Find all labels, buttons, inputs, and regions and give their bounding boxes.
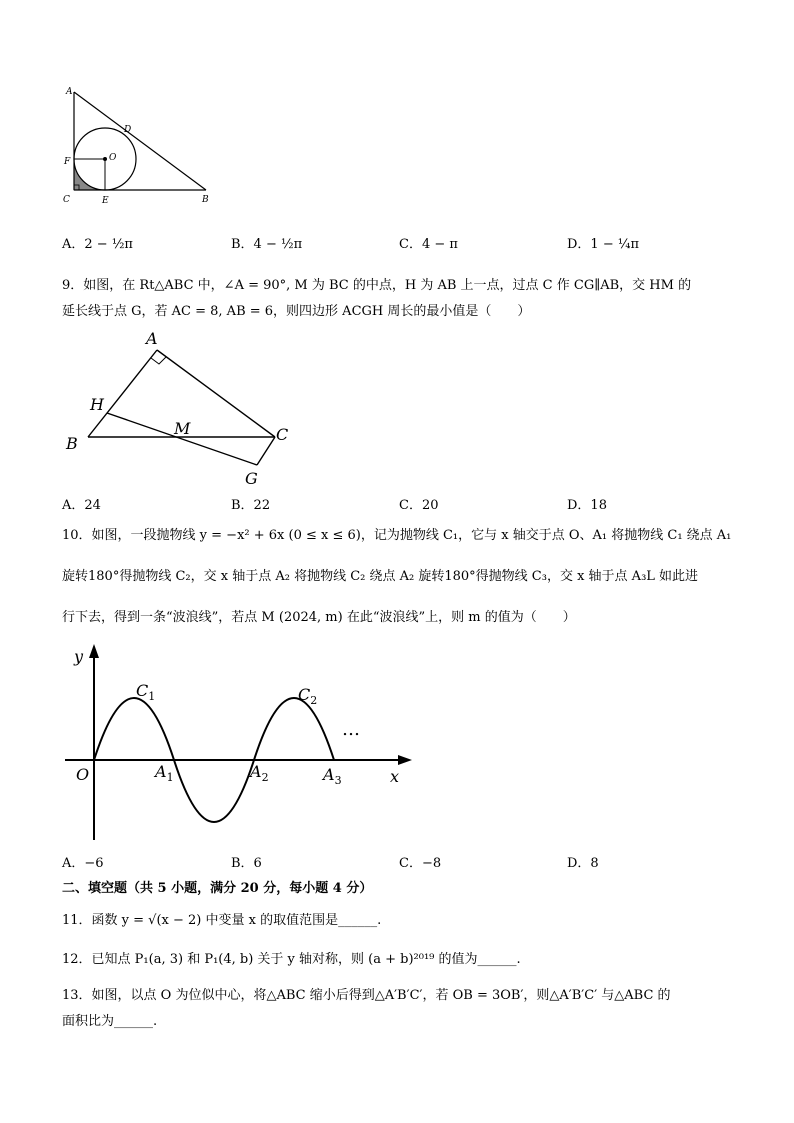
q10-text-line2: 旋转180°得抛物线 C₂，交 x 轴于点 A₂ 将抛物线 C₂ 绕点 A₂ 旋转180°得抛物线 C₃，交 x 轴于点 A₃L 如此进 (62, 569, 699, 584)
q10-option-c: C．−8 (399, 856, 442, 871)
q13-text-line1: 13．如图，以点 O 为位似中心，将△ABC 缩小后得到△A′B′C′，若 OB = 3OB′，则△A′B′C′ 与△ABC 的 (62, 988, 671, 1003)
q8-option-a: A．2 − ½π (62, 237, 133, 252)
label-D: D (124, 125, 132, 135)
label-ellipsis: … (342, 719, 360, 740)
label-y: y (74, 647, 84, 666)
q9-option-b: B．22 (231, 498, 271, 513)
label-H: H (90, 395, 104, 414)
q9-text-line2: 延长线于点 G，若 AC = 8, AB = 6，则四边形 ACGH 周长的最小值是（ ） (62, 304, 531, 319)
label-F: F (64, 157, 71, 167)
q9-text-line1: 9．如图，在 Rt△ABC 中，∠A = 90°, M 为 BC 的中点，H 为 AB 上一点，过点 C 作 CG∥AB，交 HM 的 (62, 278, 692, 293)
label-A2: $A_2$ (250, 762, 269, 784)
label-C: C (63, 195, 70, 205)
q10-text-line1: 10．如图，一段抛物线 y = −x² + 6x (0 ≤ x ≤ 6)，记为抛物线 C₁，它与 x 轴交于点 O、A₁ 将抛物线 C₁ 绕点 A₁ (62, 528, 732, 543)
label-C: C (276, 425, 289, 444)
label-A1: $A_1$ (155, 762, 174, 784)
q8-option-c: C．4 − π (399, 237, 458, 252)
q8-figure (56, 82, 226, 212)
q10-figure (60, 640, 420, 845)
q10-option-a: A．−6 (62, 856, 104, 871)
q10-option-b: B．6 (231, 856, 262, 871)
q8-option-d: D．1 − ¼π (567, 237, 639, 252)
section-heading: 二、填空题（共 5 小题，满分 20 分，每小题 4 分） (62, 881, 373, 896)
label-x: x (390, 767, 400, 786)
label-B: B (66, 434, 78, 453)
label-M: M (174, 419, 191, 438)
q10-option-d: D．8 (567, 856, 599, 871)
q9-option-c: C．20 (399, 498, 439, 513)
q10-text-line3: 行下去，得到一条“波浪线”，若点 M (2024, m) 在此“波浪线”上，则 m 的值为（ ） (62, 610, 576, 625)
label-A: A (146, 329, 158, 348)
label-O: O (76, 765, 90, 784)
label-B: B (202, 195, 209, 205)
label-C1: $C_1$ (136, 681, 156, 703)
label-A3: $A_3$ (323, 765, 342, 787)
label-O: O (109, 153, 117, 163)
q9-option-d: D．18 (567, 498, 607, 513)
label-G: G (245, 469, 258, 488)
label-E: E (102, 196, 109, 206)
q13-text-line2: 面积比为______. (62, 1014, 158, 1029)
q9-option-a: A．24 (62, 498, 101, 513)
label-C2: $C_2$ (298, 685, 318, 707)
q12-text: 12．已知点 P₁(a, 3) 和 P₁(4, b) 关于 y 轴对称，则 (a + b)²⁰¹⁹ 的值为______. (62, 952, 521, 967)
q9-figure (60, 326, 310, 490)
q8-option-b: B．4 − ½π (231, 237, 303, 252)
label-A: A (66, 87, 73, 97)
q11-text: 11．函数 y = √(x − 2) 中变量 x 的取值范围是______. (62, 913, 382, 928)
